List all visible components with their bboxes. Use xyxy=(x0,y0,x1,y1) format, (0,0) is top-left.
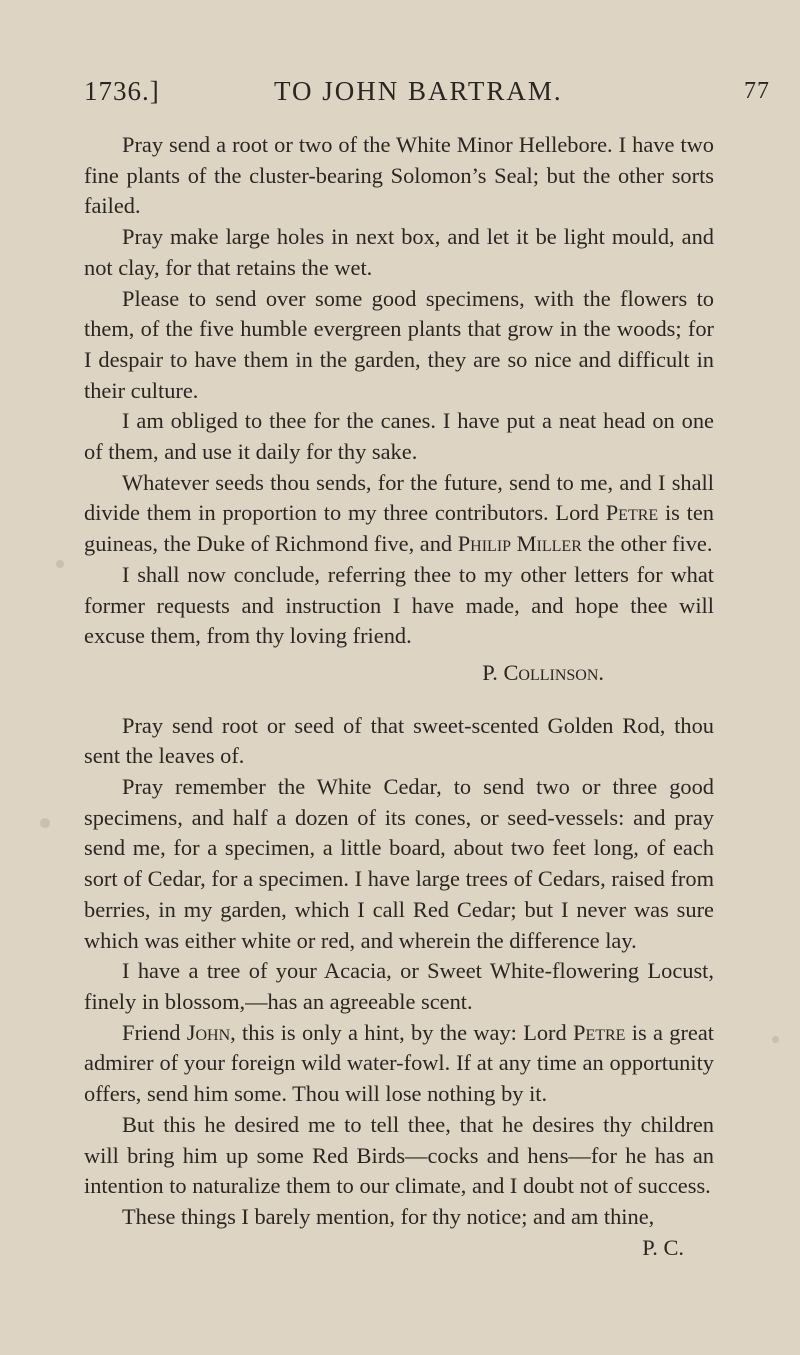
page-header xyxy=(84,72,770,112)
paragraph xyxy=(84,1018,714,1110)
name-philip-miller: Philip Miller xyxy=(457,531,582,557)
section-break xyxy=(84,689,714,711)
paragraph: But this he desired me to tell thee, that he desires thy children will bring him up some Red Birds—cocks and hens—for he has an intention to naturalize them to our climate, and I doubt not of success. xyxy=(84,1111,714,1199)
text-run: the other five. xyxy=(581,531,713,557)
text-run: is a great admirer of your foreign wild water-fowl. If at any time an opportunity offers, send him some. Thou will lose nothing by it. xyxy=(84,1019,714,1107)
header-year: 1736.] xyxy=(84,76,160,106)
text-run: Whatever seeds thou sends, for the future, send to me, and I shall divide them in proportion to my three contributors. Lord xyxy=(84,469,714,526)
signature-name: Collinson. xyxy=(503,659,604,685)
letter-body xyxy=(84,130,714,1263)
page-number: 77 xyxy=(744,78,770,104)
paragraph: Please to send over some good specimens, with the flowers to them, of the five humble evergreen plants that grow in the woods; for I despair to have them in the garden, they are so nice and difficult in their culture. xyxy=(84,285,714,403)
name-john: John xyxy=(186,1019,231,1045)
running-head: TO JOHN BARTRAM. xyxy=(274,76,563,106)
paragraph: Pray make large holes in next box, and let it be light mould, and not clay, for that retains the wet. xyxy=(84,224,714,280)
postscript-paragraph: Pray send root or seed of that sweet-scented Golden Rod, thou sent the leaves of. xyxy=(84,712,714,769)
text-run: , this is only a hint, by the way: Lord xyxy=(230,1019,574,1045)
paragraph: I am obliged to thee for the canes. I have put a neat head on one of them, and use it daily for thy sake. xyxy=(84,408,714,465)
paragraph xyxy=(84,468,714,560)
paragraph: Pray send a root or two of the White Minor Hellebore. I have two fine plants of the cluster-bearing Solomon’s Seal; but the other sorts failed. xyxy=(84,132,714,219)
paper-stain xyxy=(56,560,64,568)
name-petre: Petre xyxy=(573,1019,626,1045)
paragraph: I shall now conclude, referring thee to my other letters for what former requests and instruction I have made, and hope thee will excuse them, from thy loving friend. xyxy=(84,561,714,649)
paper-stain xyxy=(40,818,50,828)
paragraph: These things I barely mention, for thy notice; and am thine, xyxy=(122,1203,655,1229)
postscript-paragraph: I have a tree of your Acacia, or Sweet White-flowering Locust, finely in blossom,—has an agreeable scent. xyxy=(84,958,714,1014)
postscript-paragraph: Pray remember the White Cedar, to send two or three good specimens, and half a dozen of its cones, or seed-vessels: and pray send me, for a specimen, a little board, about two feet long, of each sort of Cedar, for a specimen. I have large trees of Cedars, raised from berries, in my garden, which I call Red Cedar; but I never was sure which was either white or red, and wherein the difference lay. xyxy=(84,774,714,953)
signature xyxy=(84,658,714,689)
text-run: Friend xyxy=(122,1019,187,1045)
paper-stain xyxy=(772,1036,779,1043)
signature-initial: P. xyxy=(482,659,504,685)
name-petre: Petre xyxy=(605,500,659,526)
closing-signature: P. C. xyxy=(642,1234,684,1260)
text-run: is ten guineas, the Duke of Richmond five, and xyxy=(84,500,714,557)
